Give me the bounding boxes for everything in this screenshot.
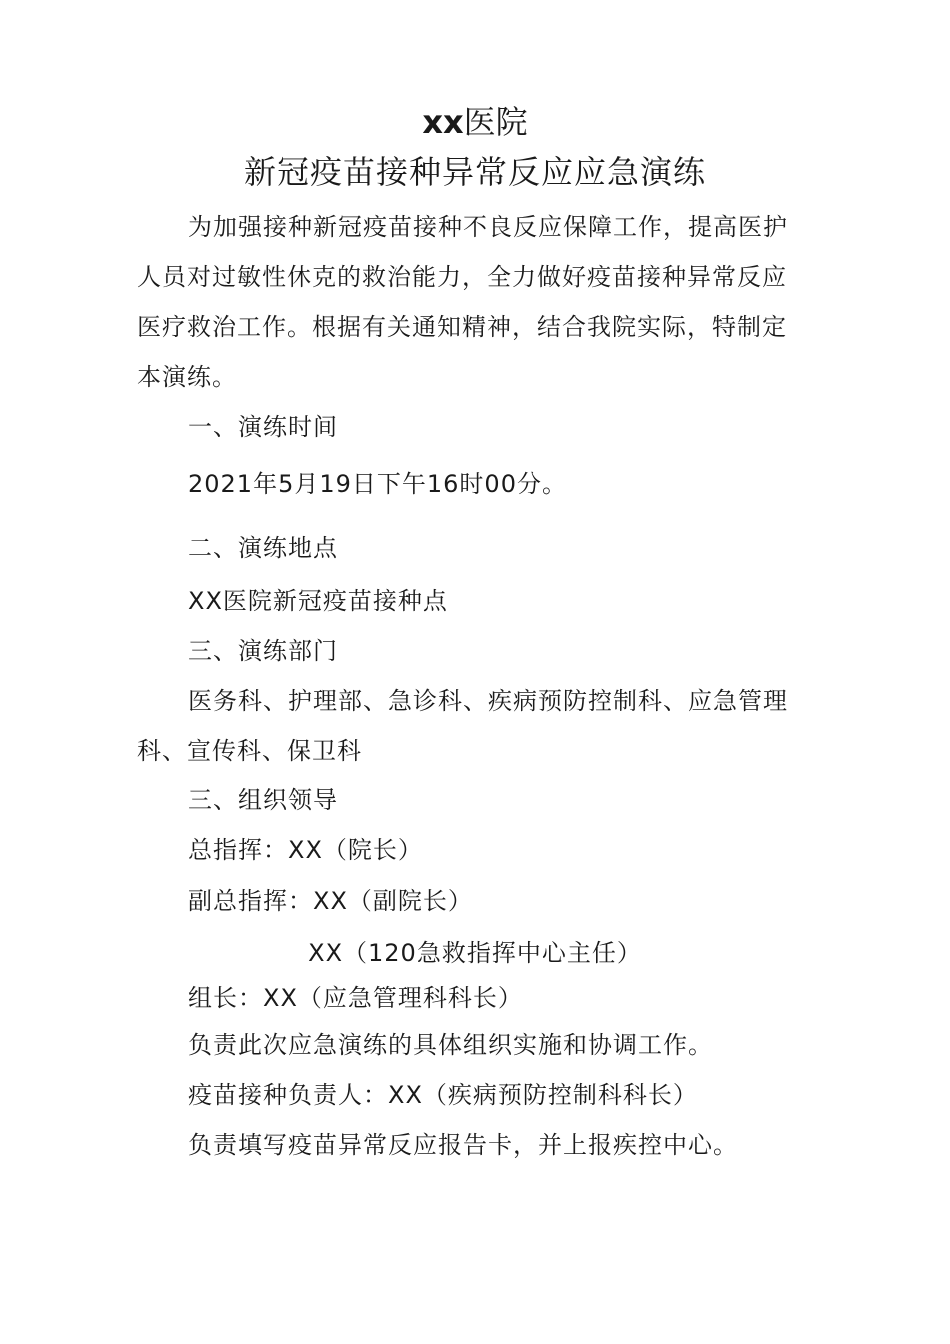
document-title bbox=[0, 100, 950, 144]
document-subtitle: 新冠疫苗接种异常反应应急演练 bbox=[243, 153, 706, 191]
section-dept-line-1: 医务科、护理部、急诊科、疾病预防控制科、应急管理 bbox=[188, 687, 788, 715]
title-org-prefix: xx bbox=[422, 103, 464, 141]
org-leader-duty: 负责此次应急演练的具体组织实施和协调工作。 bbox=[188, 1031, 713, 1059]
org-leader: 组长：XX（应急管理科科长） bbox=[188, 984, 523, 1012]
section-dept-line-2: 科、宣传科、保卫科 bbox=[137, 737, 362, 765]
intro-line-3: 医疗救治工作。根据有关通知精神，结合我院实际，特制定 bbox=[137, 313, 787, 341]
section-place-heading: 二、演练地点 bbox=[188, 534, 338, 562]
intro-line-4: 本演练。 bbox=[137, 363, 237, 391]
org-commander: 总指挥：XX（院长） bbox=[188, 836, 423, 864]
org-vaccine-lead: 疫苗接种负责人：XX（疾病预防控制科科长） bbox=[188, 1081, 698, 1109]
org-vaccine-duty: 负责填写疫苗异常反应报告卡，并上报疾控中心。 bbox=[188, 1131, 738, 1159]
section-time-heading: 一、演练时间 bbox=[188, 413, 338, 441]
org-deputy-2: XX（120急救指挥中心主任） bbox=[308, 939, 642, 967]
section-time-content: 2021年5月19日下午16时00分。 bbox=[188, 470, 567, 498]
section-org-heading: 三、组织领导 bbox=[188, 786, 338, 814]
title-org-suffix: 医院 bbox=[463, 103, 528, 141]
org-deputy: 副总指挥：XX（副院长） bbox=[188, 887, 473, 915]
section-dept-heading: 三、演练部门 bbox=[188, 637, 338, 665]
section-place-content: XX医院新冠疫苗接种点 bbox=[188, 587, 448, 615]
intro-line-2: 人员对过敏性休克的救治能力，全力做好疫苗接种异常反应 bbox=[137, 263, 787, 291]
intro-line-1: 为加强接种新冠疫苗接种不良反应保障工作，提高医护 bbox=[188, 213, 788, 241]
